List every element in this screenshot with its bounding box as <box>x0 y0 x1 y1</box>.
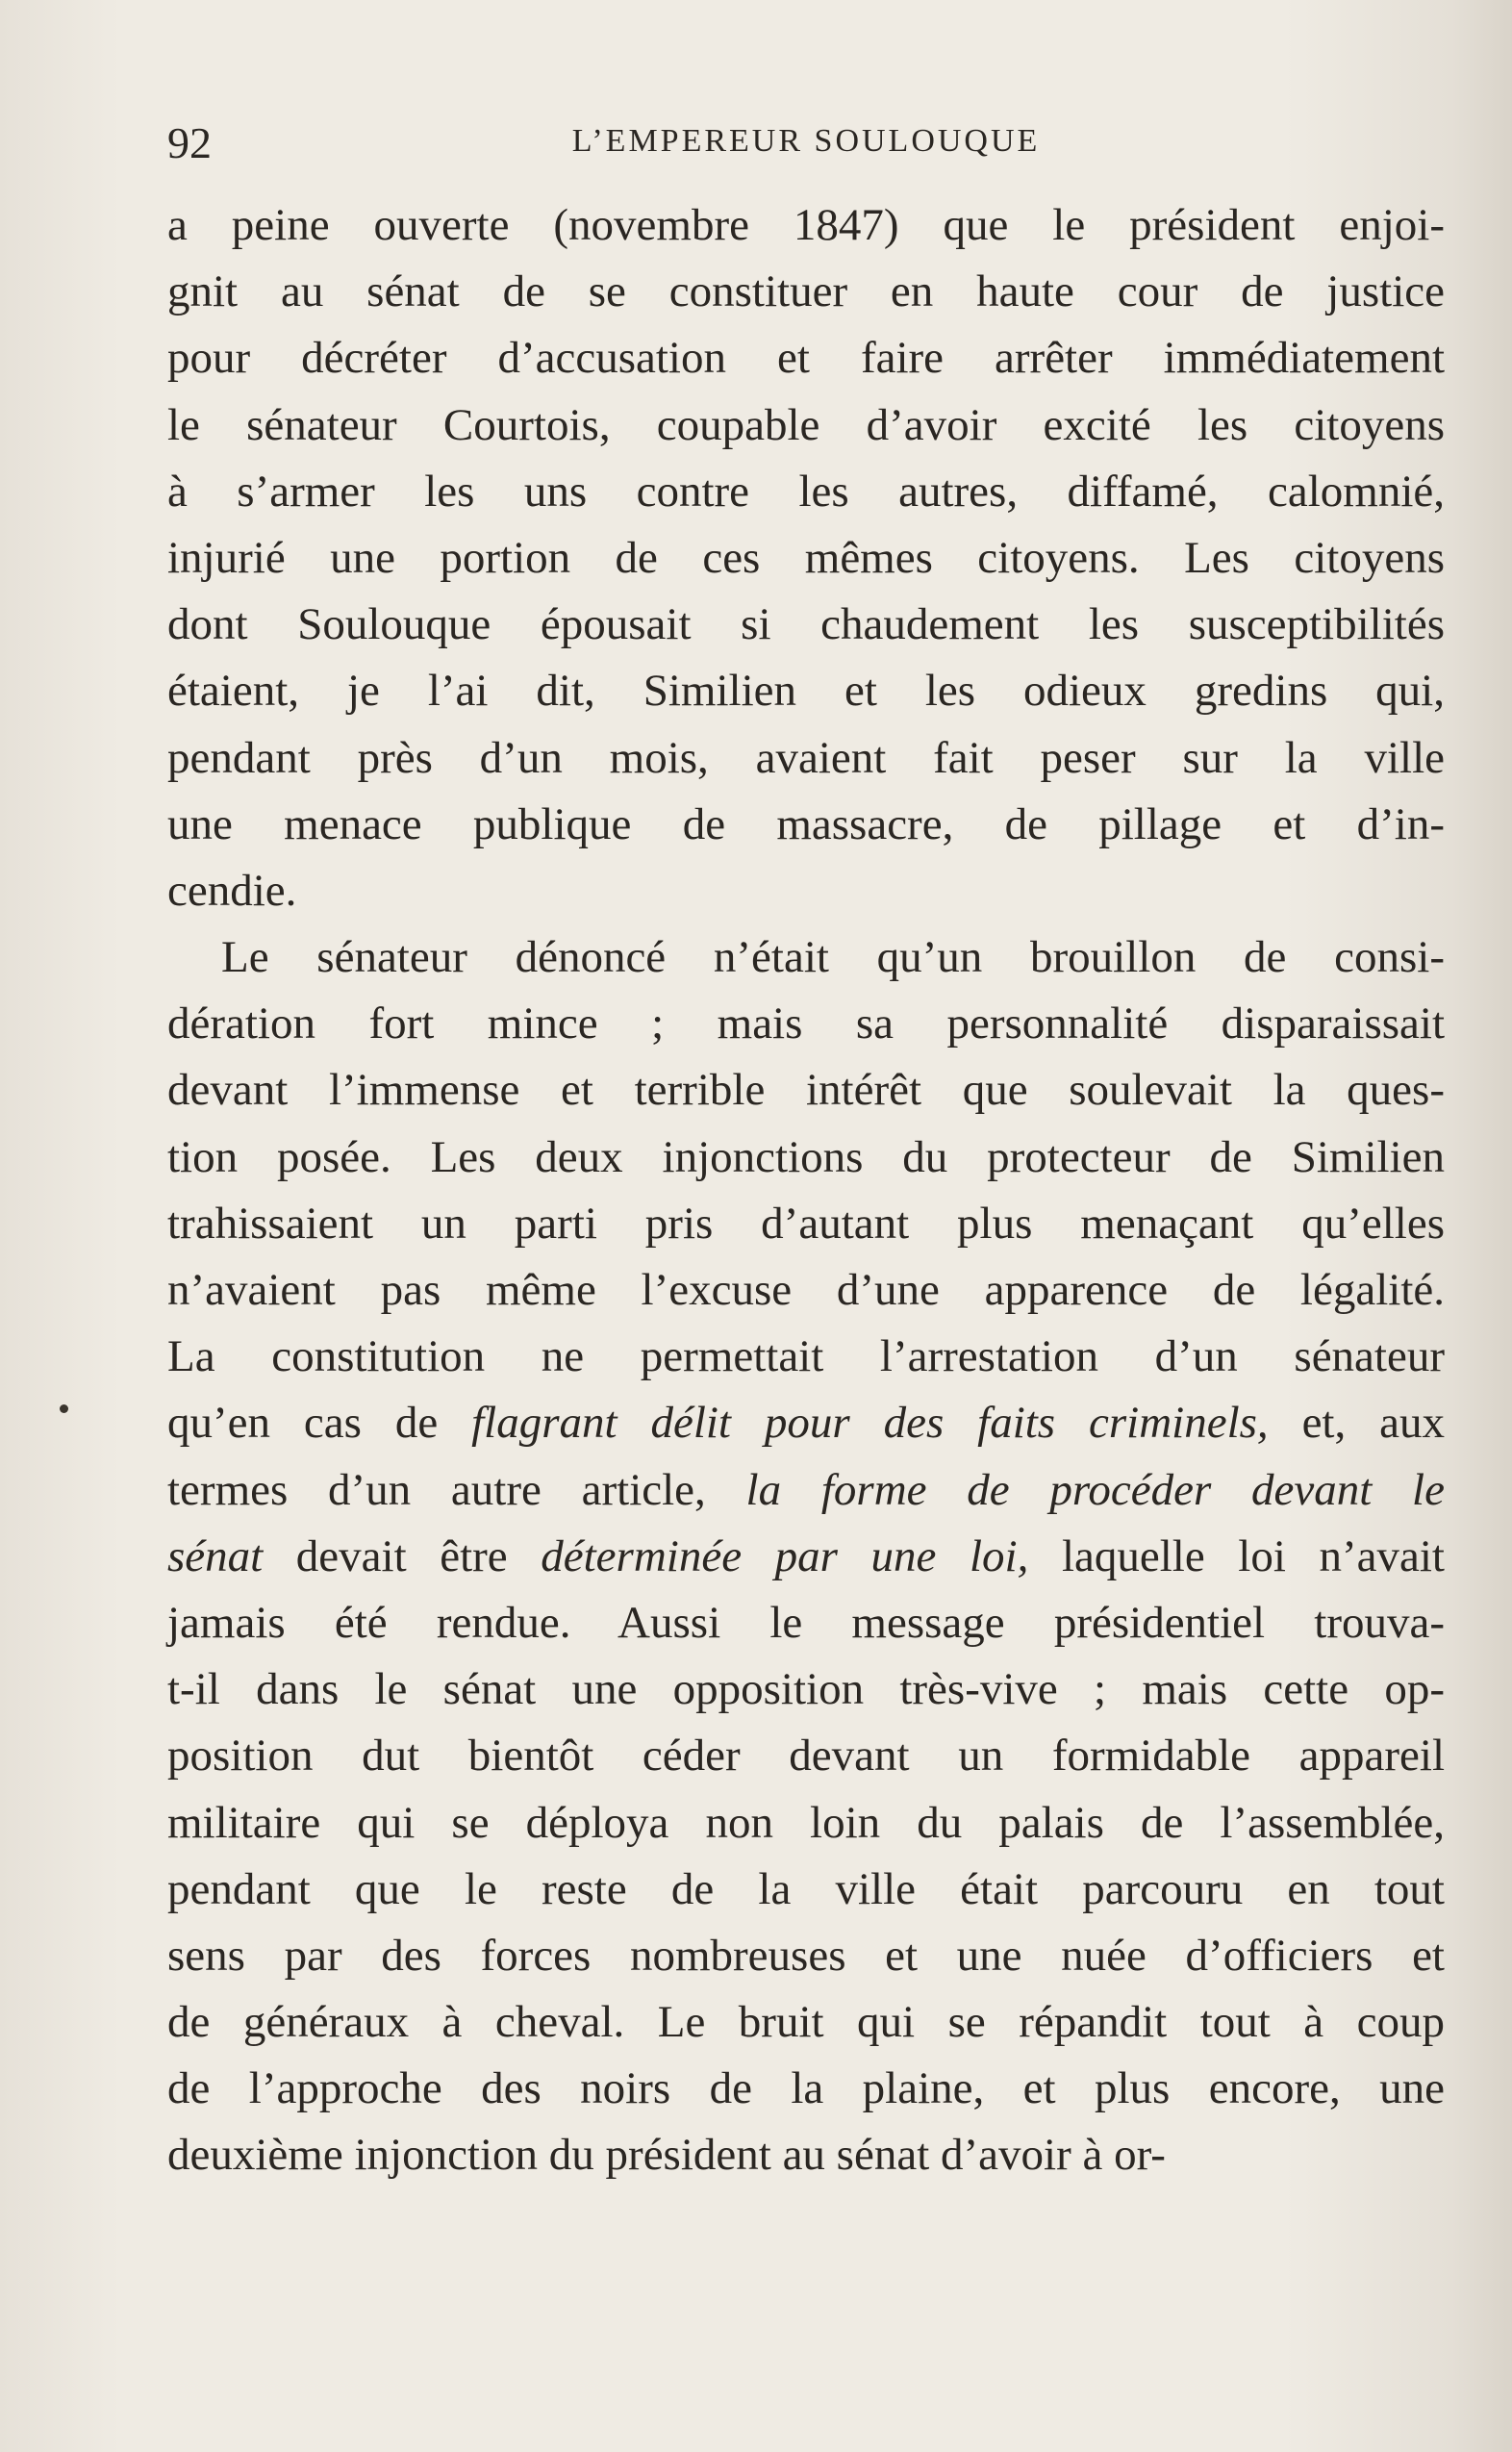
text-line <box>167 1324 1445 1390</box>
text-line <box>167 1524 1445 1590</box>
text-segment: devait être <box>263 1530 542 1581</box>
text-segment: deuxième injonction du président au sénat d’avoir à or- <box>167 2130 1166 2181</box>
text-segment: gnit au sénat de se constituer en haute cour de justice <box>167 266 1445 317</box>
running-title: L’EMPEREUR SOULOUQUE <box>571 123 1041 159</box>
text-segment: une menace publique de massacre, de pillage et d’in- <box>167 798 1445 849</box>
text-line <box>167 325 1445 392</box>
text-line <box>167 392 1445 459</box>
text-line <box>167 1923 1445 1989</box>
text-line <box>167 1989 1445 2056</box>
text-line <box>167 1057 1445 1124</box>
page-number: 92 <box>167 118 212 167</box>
text-segment: termes d’un autre article, <box>167 1464 746 1515</box>
text-segment: injurié une portion de ces mêmes citoyens. Les citoyens <box>167 532 1445 583</box>
text-segment: dération fort mince ; mais sa personnalité disparaissait <box>167 998 1445 1049</box>
body-text <box>167 192 1445 2189</box>
text-segment: de généraux à cheval. Le bruit qui se répandit tout à coup <box>167 1997 1445 2048</box>
text-segment: pendant que le reste de la ville était parcouru en tout <box>167 1863 1445 1914</box>
text-segment: dont Soulouque épousait si chaudement les susceptibilités <box>167 599 1445 650</box>
text-segment: cendie. <box>167 865 297 916</box>
text-line <box>167 924 1445 991</box>
text-line <box>167 1257 1445 1324</box>
text-line <box>167 658 1445 724</box>
text-segment: trahissaient un parti pris d’autant plus menaçant qu’elles <box>167 1198 1445 1249</box>
text-segment: a peine ouverte (novembre 1847) que le président enjoi- <box>167 200 1445 250</box>
text-segment: de l’approche des noirs de la plaine, et plus encore, une <box>167 2063 1445 2114</box>
text-line <box>167 1191 1445 1257</box>
text-segment: Le sénateur dénoncé n’était qu’un brouillon de consi- <box>221 932 1445 983</box>
italic-text: déterminée par une loi, <box>541 1530 1029 1581</box>
text-segment: qu’en cas de <box>167 1398 472 1449</box>
text-line <box>167 1790 1445 1857</box>
italic-text: flagrant délit pour des faits criminels, <box>471 1398 1269 1449</box>
text-line <box>167 192 1445 259</box>
text-segment: position dut bientôt céder devant un formidable appareil <box>167 1731 1445 1782</box>
text-segment: pour décréter d’accusation et faire arrêter immédiatement <box>167 333 1445 384</box>
page-header <box>167 117 1445 175</box>
text-segment: t-il dans le sénat une opposition très-vive ; mais cette op- <box>167 1664 1445 1715</box>
italic-text: la forme de procéder devant le <box>745 1464 1445 1515</box>
text-segment: militaire qui se déploya non loin du palais de l’assemblée, <box>167 1797 1445 1848</box>
text-line <box>167 792 1445 858</box>
text-segment: La constitution ne permettait l’arrestation d’un sénateur <box>167 1331 1445 1382</box>
text-segment: laquelle loi n’avait <box>1028 1530 1445 1581</box>
text-line <box>167 991 1445 1057</box>
text-segment: devant l’immense et terrible intérêt que soulevait la ques- <box>167 1065 1445 1116</box>
text-line <box>167 259 1445 325</box>
italic-text: sénat <box>167 1530 264 1581</box>
text-segment: n’avaient pas même l’excuse d’une apparence de légalité. <box>167 1265 1445 1315</box>
text-segment: à s’armer les uns contre les autres, diffamé, calomnié, <box>167 466 1445 517</box>
text-line <box>167 2122 1445 2188</box>
text-line <box>167 1857 1445 1923</box>
text-segment: tion posée. Les deux injonctions du protecteur de Similien <box>167 1131 1445 1182</box>
paragraph <box>167 192 1445 924</box>
text-line <box>167 725 1445 792</box>
ink-speck <box>60 1404 68 1413</box>
text-line <box>167 592 1445 658</box>
text-line <box>167 525 1445 592</box>
text-segment: étaient, je l’ai dit, Similien et les odieux gredins qui, <box>167 666 1445 717</box>
text-line <box>167 1390 1445 1456</box>
text-line <box>167 858 1445 924</box>
text-line <box>167 1723 1445 1789</box>
text-line <box>167 459 1445 525</box>
text-segment: le sénateur Courtois, coupable d’avoir excité les citoyens <box>167 399 1445 450</box>
text-segment: jamais été rendue. Aussi le message présidentiel trouva- <box>167 1597 1445 1648</box>
text-line <box>167 1457 1445 1524</box>
text-line <box>167 2056 1445 2122</box>
paragraph <box>167 924 1445 2189</box>
text-segment: sens par des forces nombreuses et une nuée d’officiers et <box>167 1930 1445 1981</box>
text-segment: et, aux <box>1268 1398 1446 1449</box>
text-segment: pendant près d’un mois, avaient fait peser sur la ville <box>167 732 1445 783</box>
text-line <box>167 1125 1445 1191</box>
text-line <box>167 1590 1445 1656</box>
text-line <box>167 1656 1445 1723</box>
